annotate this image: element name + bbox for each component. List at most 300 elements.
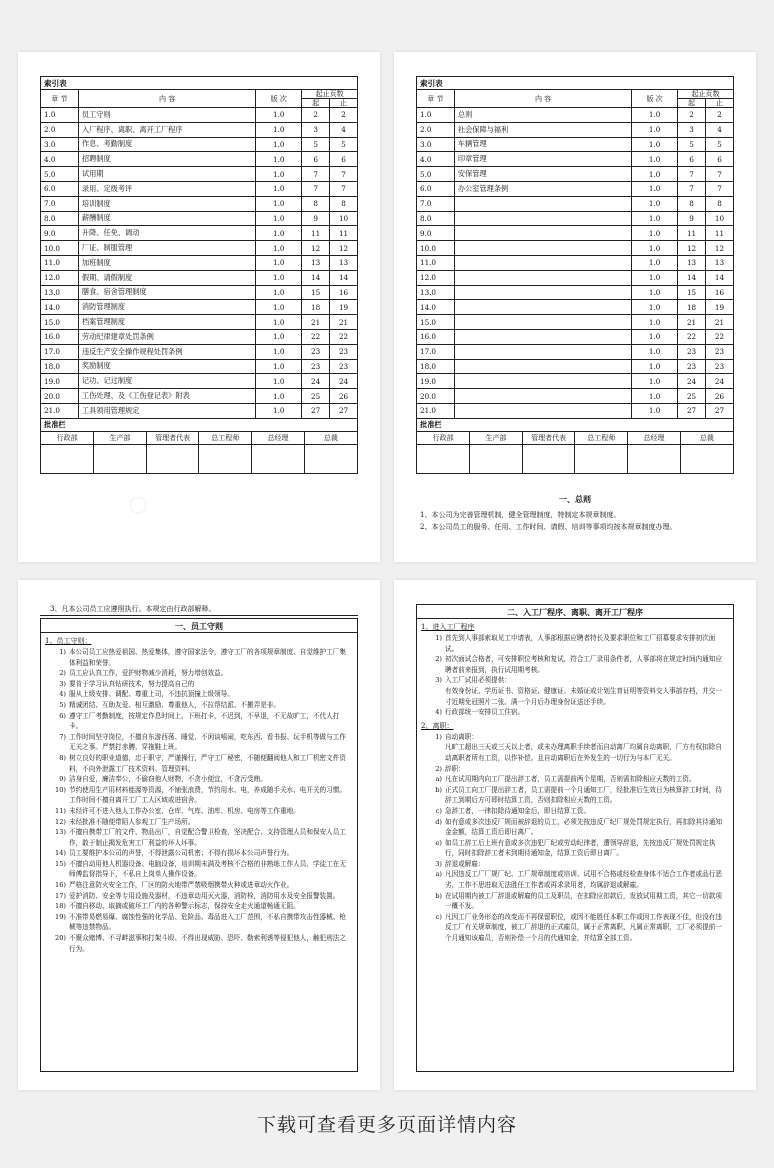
signer-label: 总裁 — [304, 432, 357, 445]
content-cell: 试用期 — [78, 167, 255, 182]
chapter-cell: 4.0 — [417, 152, 455, 167]
item-text: 首先到人事部索取见工申请表，人事部根据应聘者特长及要求职位和工厂招募要求安排初次面试。 — [445, 634, 716, 653]
start-page-cell: 7 — [678, 181, 706, 196]
signer-label: 总裁 — [680, 432, 733, 445]
signature-cell[interactable] — [252, 445, 305, 473]
content-cell: 奖励制度 — [78, 359, 255, 374]
list-item — [47, 774, 351, 785]
item-text: 凡旷工超出三天或三天以上者，或未办理离职手续者而自动离厂均属自动离职，厂方有权扣除自动离职者所有工资，以作补偿。且自动离职后在外发生的一切行为与本厂无关。 — [445, 743, 722, 762]
item-number: 13) — [55, 828, 66, 837]
item-number: 19) — [55, 912, 66, 921]
end-page-cell: 26 — [706, 389, 734, 404]
item-text: 有效身份证、学历证书、资格证、健康证、未婚证或计划生育证明等资料交人事部存档，并交一寸近期免冠照片二张。满一个月后办理身份证送还手续。 — [445, 686, 722, 706]
index-row — [417, 241, 734, 256]
version-cell: 1.0 — [256, 285, 302, 300]
item-text: 急辞工者，一律扣除待通知金后，即日结算工资。 — [445, 806, 591, 815]
end-page-cell: 6 — [330, 152, 358, 167]
start-page-cell: 2 — [678, 108, 706, 123]
content-cell — [454, 211, 631, 226]
signature-cell[interactable] — [199, 445, 252, 473]
item-number: b) — [435, 891, 442, 900]
list-item — [423, 633, 727, 654]
version-cell: 1.0 — [256, 108, 302, 123]
signature-cell[interactable] — [94, 445, 147, 473]
item-number — [423, 742, 445, 763]
chapter-cell: 18.0 — [41, 359, 79, 374]
list-item — [423, 859, 727, 870]
start-page-cell: 18 — [302, 300, 330, 315]
col-end: 止 — [330, 99, 358, 108]
general-section — [394, 454, 756, 533]
item-number — [423, 686, 445, 707]
chapter-cell: 21.0 — [417, 403, 455, 418]
list-item — [423, 785, 727, 806]
index-row — [41, 344, 358, 359]
item-number: 15) — [55, 859, 66, 868]
list-item — [47, 668, 351, 679]
start-page-cell: 7 — [678, 167, 706, 182]
index-row — [417, 403, 734, 418]
end-page-cell: 24 — [706, 374, 734, 389]
end-page-cell: 14 — [330, 270, 358, 285]
end-page-cell: 8 — [706, 196, 734, 211]
version-cell: 1.0 — [632, 300, 678, 315]
end-page-cell: 19 — [706, 300, 734, 315]
chapter-cell: 13.0 — [417, 285, 455, 300]
index-row — [417, 344, 734, 359]
start-page-cell: 5 — [678, 137, 706, 152]
sub-title: 1、员工守则： — [45, 637, 92, 645]
version-cell: 1.0 — [632, 211, 678, 226]
content-cell — [454, 255, 631, 270]
start-page-cell: 21 — [678, 315, 706, 330]
version-cell: 1.0 — [256, 181, 302, 196]
end-page-cell: 5 — [706, 137, 734, 152]
chapter-cell: 1.0 — [417, 108, 455, 123]
version-cell: 1.0 — [256, 389, 302, 404]
list-item — [423, 891, 727, 912]
chapter-cell: 5.0 — [41, 167, 79, 182]
chapter-cell: 2.0 — [417, 122, 455, 137]
item-number: 5) — [59, 700, 66, 709]
watermark: ○ — [122, 488, 153, 521]
content-cell: 作息、考勤制度 — [78, 137, 255, 152]
list-item — [47, 785, 351, 806]
chapter-cell: 15.0 — [417, 315, 455, 330]
chapter-cell: 4.0 — [41, 152, 79, 167]
chapter-cell: 19.0 — [41, 374, 79, 389]
chapter-cell: 18.0 — [417, 359, 455, 374]
col-content: 内 容 — [454, 90, 631, 108]
item-text: 行政部统一安排员工住宿。 — [445, 708, 525, 717]
index-row — [41, 403, 358, 418]
end-page-cell: 27 — [330, 403, 358, 418]
index-row — [417, 389, 734, 404]
index-row — [41, 270, 358, 285]
content-cell: 入厂程序、离职、离开工厂程序 — [78, 122, 255, 137]
list-item — [47, 711, 351, 732]
chapter-cell: 10.0 — [417, 241, 455, 256]
version-cell: 1.0 — [632, 403, 678, 418]
start-page-cell: 9 — [302, 211, 330, 226]
item-text: 严格注意防火安全工作，厂区的防火地带严禁吸烟携带火种或进章动火作业。 — [69, 881, 294, 890]
item-text: 凡在试用期内向工厂提出辞工者，员工需提前两个星期，否则需扣除相应天数的工资。 — [445, 775, 696, 784]
item-number: 1) — [435, 634, 442, 642]
signature-cell[interactable] — [304, 445, 357, 473]
end-page-cell: 8 — [330, 196, 358, 211]
content-cell: 记功、记过制度 — [78, 374, 255, 389]
start-page-cell: 13 — [302, 255, 330, 270]
end-page-cell: 23 — [706, 344, 734, 359]
procedure-box — [416, 604, 734, 1072]
signer-label: 总工程师 — [575, 432, 628, 445]
version-cell: 1.0 — [632, 374, 678, 389]
col-start: 起 — [678, 99, 706, 108]
paragraph: 1、本公司为完善管理机制，健全管理制度，特制定本规章制度。 — [420, 511, 621, 519]
content-cell: 车辆管理 — [454, 137, 631, 152]
version-cell: 1.0 — [632, 344, 678, 359]
start-page-cell: 22 — [302, 329, 330, 344]
start-page-cell: 14 — [302, 270, 330, 285]
chapter-cell: 16.0 — [417, 329, 455, 344]
list-item — [423, 742, 727, 763]
end-page-cell: 4 — [706, 122, 734, 137]
index-row — [417, 329, 734, 344]
version-cell: 1.0 — [256, 226, 302, 241]
list-item — [423, 686, 727, 707]
item-number: 4) — [435, 708, 442, 717]
index-row — [417, 226, 734, 241]
approve-label: 批准栏 — [417, 418, 734, 431]
index-row — [41, 137, 358, 152]
content-cell — [454, 226, 631, 241]
index-row — [417, 270, 734, 285]
chapter-cell: 9.0 — [417, 226, 455, 241]
index-row — [41, 389, 358, 404]
content-cell: 安保管理 — [454, 167, 631, 182]
chapter-cell: 7.0 — [41, 196, 79, 211]
start-page-cell: 23 — [302, 344, 330, 359]
item-text: 辞职： — [445, 764, 465, 773]
start-page-cell: 12 — [678, 241, 706, 256]
chapter-cell: 17.0 — [417, 344, 455, 359]
content-cell — [454, 285, 631, 300]
version-cell: 1.0 — [632, 152, 678, 167]
list-item — [423, 838, 727, 859]
item-text: 本公司员工应热爱祖国、热爱集体，遵守国家法令，遵守工厂的各项规章制度、自觉维护工厂集体利益和荣誉。 — [69, 648, 346, 667]
content-cell: 工具领用管理规定 — [78, 403, 255, 418]
content-cell — [454, 359, 631, 374]
start-page-cell: 27 — [678, 403, 706, 418]
list-item — [47, 848, 351, 859]
start-page-cell: 24 — [678, 374, 706, 389]
list-item — [47, 753, 351, 774]
version-cell: 1.0 — [632, 122, 678, 137]
item-number: 4) — [59, 690, 66, 699]
start-page-cell: 18 — [678, 300, 706, 315]
list-item — [423, 774, 727, 785]
version-cell: 1.0 — [256, 122, 302, 137]
start-page-cell: 13 — [678, 255, 706, 270]
signature-cell[interactable] — [41, 445, 94, 473]
document-page-2 — [394, 52, 756, 562]
version-cell: 1.0 — [256, 255, 302, 270]
end-page-cell: 5 — [330, 137, 358, 152]
index-row — [41, 359, 358, 374]
content-cell — [454, 389, 631, 404]
content-cell: 总则 — [454, 108, 631, 123]
chapter-cell: 9.0 — [41, 226, 79, 241]
index-row — [41, 108, 358, 123]
index-row — [41, 226, 358, 241]
end-page-cell: 14 — [706, 270, 734, 285]
index-row — [41, 181, 358, 196]
version-cell: 1.0 — [632, 241, 678, 256]
index-table-2 — [416, 76, 734, 474]
index-row — [41, 211, 358, 226]
item-number: c) — [435, 806, 442, 815]
item-number: 7) — [59, 732, 66, 741]
version-cell: 1.0 — [632, 108, 678, 123]
index-row — [417, 300, 734, 315]
start-page-cell: 23 — [678, 359, 706, 374]
index-row — [41, 255, 358, 270]
end-page-cell: 21 — [706, 315, 734, 330]
index-row — [41, 167, 358, 182]
end-page-cell: 7 — [330, 167, 358, 182]
content-cell: 升降、任免、调动 — [78, 226, 255, 241]
chapter-cell: 3.0 — [417, 137, 455, 152]
rules-list — [41, 647, 357, 954]
start-page-cell: 24 — [302, 374, 330, 389]
item-number: b) — [435, 785, 442, 794]
signature-cell[interactable] — [146, 445, 199, 473]
list-item — [47, 806, 351, 817]
chapter-cell: 19.0 — [417, 374, 455, 389]
item-number: a) — [435, 870, 442, 879]
item-number: 20) — [55, 934, 66, 943]
index-row — [417, 181, 734, 196]
content-cell — [454, 374, 631, 389]
item-text: 如员工辞工后上班有意或多次违犯厂纪或劳动纪律者，遭领导辞退，先按违反厂规处罚规定执行，同时扣除辞工者未到期待通知金，结算工资后即日离厂。 — [445, 838, 716, 858]
paragraph: 2、本公司员工的服务、任用、工作时间、请假、培训等事项均按本规章制度办理。 — [420, 522, 677, 531]
list-item — [423, 869, 727, 890]
item-number: 12) — [55, 817, 66, 826]
item-number: 14) — [55, 849, 66, 858]
version-cell: 1.0 — [632, 359, 678, 374]
item-text: 洁身自爱，廉洁奉公，不偷窃他人财物，不贪小便宜，不贪污受贿。 — [69, 775, 267, 784]
signer-label: 生产部 — [94, 432, 147, 445]
chapter-cell: 21.0 — [41, 403, 79, 418]
chapter-cell: 11.0 — [41, 255, 79, 270]
item-text: 遵守工厂考勤制度，按规定作息时间上、下班打卡，不迟到，不早退，不无故旷工，不代人打卡。 — [69, 711, 340, 731]
download-more-note[interactable]: 下载可查看更多页面详情内容 — [256, 1114, 517, 1136]
item-number: 2) — [435, 764, 442, 773]
chapter-cell: 8.0 — [41, 211, 79, 226]
content-cell: 印章管理 — [454, 152, 631, 167]
end-page-cell: 23 — [330, 359, 358, 374]
version-cell: 1.0 — [256, 167, 302, 182]
list-item — [423, 654, 727, 675]
end-page-cell: 12 — [330, 241, 358, 256]
version-cell: 1.0 — [256, 300, 302, 315]
item-number: 3) — [435, 676, 442, 685]
list-item — [47, 933, 351, 954]
start-page-cell: 21 — [302, 315, 330, 330]
list-item — [47, 647, 351, 668]
item-number: 2) — [435, 655, 442, 664]
col-chapter: 章 节 — [417, 90, 455, 108]
item-number: 2) — [59, 669, 66, 678]
version-cell: 1.0 — [632, 329, 678, 344]
sub-title: 1、进入工厂程序 — [421, 623, 475, 631]
end-page-cell: 27 — [706, 403, 734, 418]
signer-label: 管理者代表 — [146, 432, 199, 445]
index-row — [417, 196, 734, 211]
content-cell — [454, 196, 631, 211]
end-page-cell: 19 — [330, 300, 358, 315]
item-number: e) — [435, 838, 442, 847]
version-cell: 1.0 — [256, 211, 302, 226]
item-number: c) — [435, 912, 442, 921]
item-text: 辞退或解雇： — [445, 859, 485, 868]
section-title: 一、总则 — [559, 494, 591, 504]
version-cell: 1.0 — [256, 315, 302, 330]
leave-list — [417, 732, 733, 944]
start-page-cell: 11 — [678, 226, 706, 241]
item-text: 要肯于学习认真钻研技术，努力提高自己的 — [69, 679, 195, 688]
list-item — [47, 679, 351, 690]
index-row — [41, 196, 358, 211]
index-row — [41, 152, 358, 167]
index-row — [417, 108, 734, 123]
version-cell: 1.0 — [632, 285, 678, 300]
end-page-cell: 7 — [330, 181, 358, 196]
start-page-cell: 7 — [302, 181, 330, 196]
end-page-cell: 22 — [706, 329, 734, 344]
start-page-cell: 7 — [302, 167, 330, 182]
end-page-cell: 11 — [706, 226, 734, 241]
start-page-cell: 22 — [678, 329, 706, 344]
item-number: 6) — [59, 711, 66, 720]
start-page-cell: 15 — [678, 285, 706, 300]
item-text: 凡因工厂业务形态的改变而不再保留职位，或因不能胜任本职工作或因工作表现不佳，但没有违反工厂有关规章制度，被工厂辞退的正式雇员，属于正常离职，凡属正常离职，工厂必须提前一个月通知该雇员，否则补偿一个月的代通知金，并结算全部工资。 — [445, 912, 722, 943]
chapter-cell: 3.0 — [41, 137, 79, 152]
content-cell: 假期、请假制度 — [78, 270, 255, 285]
content-cell: 员工守则 — [78, 108, 255, 123]
signer-label: 管理者代表 — [522, 432, 575, 445]
rules-box — [40, 618, 358, 1072]
version-cell: 1.0 — [632, 255, 678, 270]
content-cell: 厂证、制服管理 — [78, 241, 255, 256]
signer-label: 行政部 — [417, 432, 470, 445]
index-row — [41, 329, 358, 344]
list-item — [47, 912, 351, 933]
signer-label: 行政部 — [41, 432, 94, 445]
index-row — [41, 241, 358, 256]
chapter-cell: 17.0 — [41, 344, 79, 359]
content-cell — [454, 241, 631, 256]
start-page-cell: 3 — [302, 122, 330, 137]
content-cell: 加班制度 — [78, 255, 255, 270]
item-text: 树立良好的职业道德，忠于职守，严谨操行，严守工厂秘密，不随便翻阅他人和工厂机密文件资料，不向外泄露工厂技术资料、管理资料。 — [69, 753, 346, 773]
index-title: 索引表 — [417, 77, 734, 90]
start-page-cell: 8 — [302, 196, 330, 211]
end-page-cell: 10 — [706, 211, 734, 226]
end-page-cell: 22 — [330, 329, 358, 344]
end-page-cell: 16 — [706, 285, 734, 300]
index-row — [417, 315, 734, 330]
list-item — [423, 817, 727, 838]
end-page-cell: 4 — [330, 122, 358, 137]
chapter-cell: 20.0 — [417, 389, 455, 404]
item-text: 不擅自携带工厂的文件、物品出厂，自觉配合警卫检查，坚决配合、支持管理人员和保安人员工作，敢于制止揭发危害工厂利益的坏人坏事。 — [69, 828, 346, 847]
item-text: 不擅自移动、取摘或破坏工厂内的各种警示标志，保持安全走火通道畅通无阻。 — [69, 902, 300, 911]
content-cell — [454, 403, 631, 418]
chapter-cell: 8.0 — [417, 211, 455, 226]
item-number: 1) — [59, 648, 66, 656]
chapter-cell: 1.0 — [41, 108, 79, 123]
col-content: 内 容 — [78, 90, 255, 108]
content-cell — [454, 329, 631, 344]
index-row — [417, 152, 734, 167]
chapter-cell: 14.0 — [41, 300, 79, 315]
start-page-cell: 6 — [302, 152, 330, 167]
end-page-cell: 2 — [706, 108, 734, 123]
start-page-cell: 11 — [302, 226, 330, 241]
version-cell: 1.0 — [632, 226, 678, 241]
content-cell: 违反生产安全操作规程处罚条例 — [78, 344, 255, 359]
col-pages: 起止页数 — [302, 90, 358, 99]
index-row — [417, 211, 734, 226]
item-text: 爱护消防、安全等专用设施及器材，不违章动用灭火器，消防栓，消防用水及安全报警装置。 — [69, 891, 340, 900]
start-page-cell: 27 — [302, 403, 330, 418]
item-text: 未经批准不随便带陌人参观工厂生产场所。 — [69, 817, 195, 826]
item-text: 入工厂试用必须提供： — [445, 676, 511, 685]
item-number: 1) — [435, 732, 442, 741]
index-row — [41, 122, 358, 137]
item-text: 精诚团结、互助友爱、相互激励、尊重他人，不拉帮结派、不搬弄是非。 — [69, 700, 280, 709]
index-table-1 — [40, 76, 358, 474]
content-cell: 档案管理制度 — [78, 315, 255, 330]
version-cell: 1.0 — [632, 315, 678, 330]
col-version: 版 次 — [632, 90, 678, 108]
col-chapter: 章 节 — [41, 90, 79, 108]
chapter-cell: 12.0 — [417, 270, 455, 285]
list-item — [47, 689, 351, 700]
index-row — [417, 167, 734, 182]
list-item — [423, 764, 727, 775]
item-text: 初次面试合格者，可安排职位考核和复试，符合工厂录用条件者，人事部将在规定时间内通知应聘者前来报到，执行试用期考核。 — [445, 655, 722, 674]
item-text: 正式员工向工厂提出辞工者，员工需提前一个月通知工厂，经批准后生效日为核算辞工时间，待辞工到期后方可即时结算工资，否则扣除相应天数的工资。 — [445, 785, 722, 805]
content-cell — [454, 344, 631, 359]
end-page-cell: 24 — [330, 374, 358, 389]
content-cell: 培训制度 — [78, 196, 255, 211]
content-cell: 薪酬制度 — [78, 211, 255, 226]
item-number: 3) — [435, 859, 442, 868]
index-row — [417, 374, 734, 389]
chapter-cell: 15.0 — [41, 315, 79, 330]
index-row — [417, 255, 734, 270]
chapter-cell: 10.0 — [41, 241, 79, 256]
list-item — [47, 859, 351, 880]
chapter-cell: 16.0 — [41, 329, 79, 344]
version-cell: 1.0 — [632, 389, 678, 404]
end-page-cell: 23 — [706, 359, 734, 374]
content-cell — [454, 300, 631, 315]
item-text: 员工要维护本公司的声誉，不得泄露公司机密；不得有损坏本公司声誉行为。 — [69, 849, 294, 858]
chapter-cell: 7.0 — [417, 196, 455, 211]
